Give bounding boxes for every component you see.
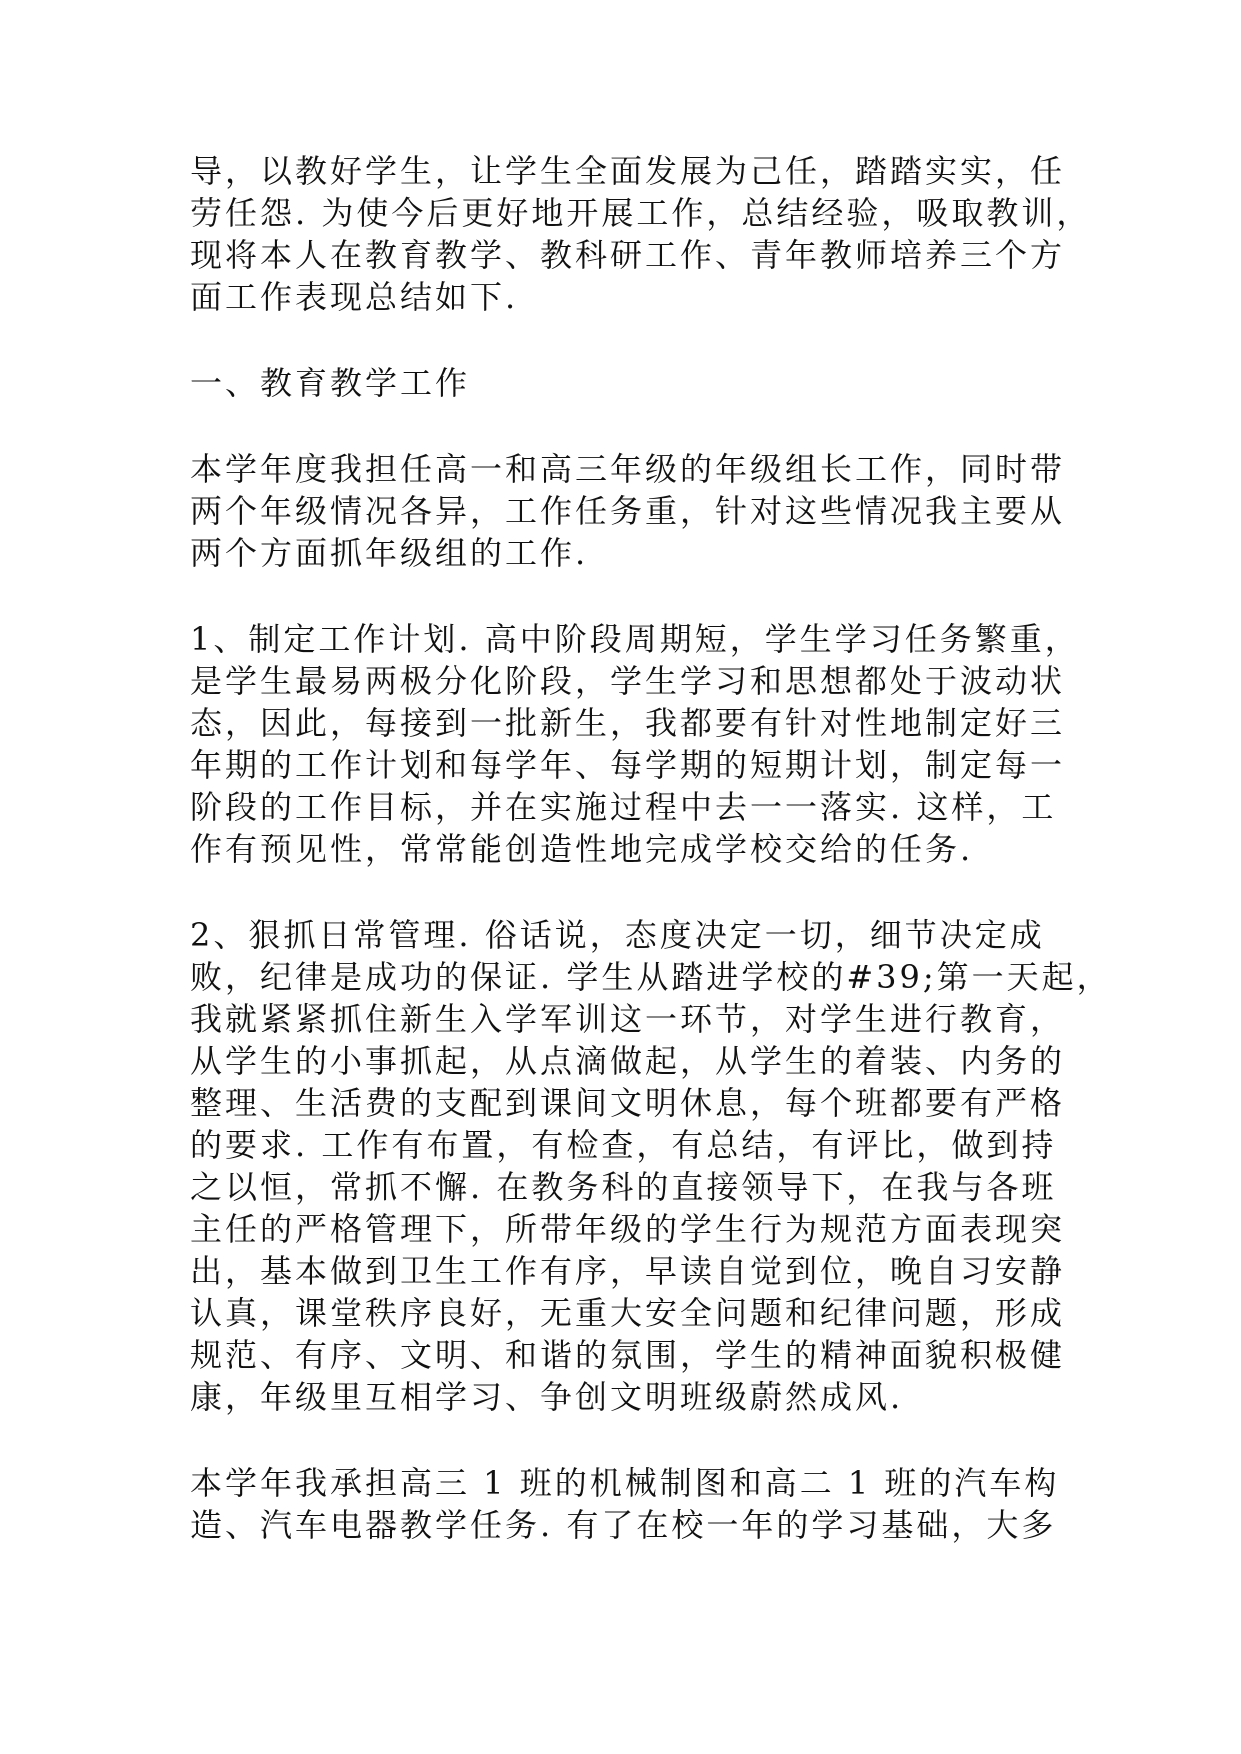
- document-body: [190, 150, 1112, 1590]
- text-line: 1、制定工作计划. 高中阶段周期短，学生学习任务繁重，: [190, 620, 1080, 658]
- text-line: 规范、有序、文明、和谐的氛围，学生的精神面貌积极健: [190, 1336, 1066, 1374]
- text-line: 态，因此，每接到一批新生，我都要有针对性地制定好三: [190, 704, 1066, 742]
- text-line: 整理、生活费的支配到课间文明休息，每个班都要有严格: [190, 1084, 1066, 1122]
- heading-text: 一、教育教学工作: [190, 364, 471, 402]
- text-line: 从学生的小事抓起，从点滴做起，从学生的着装、内务的: [190, 1042, 1066, 1080]
- text-line: 是学生最易两极分化阶段，学生学习和思想都处于波动状: [190, 662, 1066, 700]
- text-line: 本学年我承担高三 1 班的机械制图和高二 1 班的汽车构: [190, 1464, 1060, 1502]
- text-line: 康，年级里互相学习、争创文明班级蔚然成风.: [190, 1378, 904, 1416]
- text-line: 认真，课堂秩序良好，无重大安全问题和纪律问题，形成: [190, 1294, 1066, 1332]
- paragraph-management: [190, 914, 1112, 1418]
- text-line: 劳任怨. 为使今后更好地开展工作，总结经验，吸取教训，: [190, 194, 1092, 232]
- text-line: 作有预见性，常常能创造性地完成学校交给的任务.: [190, 830, 974, 868]
- text-line: 导，以教好学生，让学生全面发展为己任，踏踏实实，任: [190, 152, 1066, 190]
- section-heading: [190, 362, 1090, 404]
- text-line: 出，基本做到卫生工作有序，早读自觉到位，晚自习安静: [190, 1252, 1066, 1290]
- paragraph-teaching: [190, 1462, 1090, 1546]
- text-line: 败，纪律是成功的保证. 学生从踏进学校的#39;第一天起，: [190, 958, 1112, 996]
- text-line: 两个年级情况各异，工作任务重，针对这些情况我主要从: [190, 492, 1066, 530]
- paragraph-plan: [190, 618, 1090, 870]
- paragraph-role: [190, 448, 1090, 574]
- text-line: 年期的工作计划和每学年、每学期的短期计划，制定每一: [190, 746, 1066, 784]
- text-line: 现将本人在教育教学、教科研工作、青年教师培养三个方: [190, 236, 1066, 274]
- text-line: 两个方面抓年级组的工作.: [190, 534, 589, 572]
- text-line: 面工作表现总结如下.: [190, 278, 519, 316]
- paragraph-intro: [190, 150, 1090, 318]
- text-line: 主任的严格管理下，所带年级的学生行为规范方面表现突: [190, 1210, 1066, 1248]
- text-line: 2、狠抓日常管理. 俗话说，态度决定一切，细节决定成: [190, 916, 1045, 954]
- text-line: 阶段的工作目标，并在实施过程中去一一落实. 这样，工: [190, 788, 1057, 826]
- text-line: 造、汽车电器教学任务. 有了在校一年的学习基础，大多: [190, 1506, 1057, 1544]
- text-line: 之以恒，常抓不懈. 在教务科的直接领导下，在我与各班: [190, 1168, 1057, 1206]
- text-line: 的要求. 工作有布置，有检查，有总结，有评比，做到持: [190, 1126, 1057, 1164]
- text-line: 本学年度我担任高一和高三年级的年级组长工作，同时带: [190, 450, 1066, 488]
- text-line: 我就紧紧抓住新生入学军训这一环节，对学生进行教育，: [190, 1000, 1066, 1038]
